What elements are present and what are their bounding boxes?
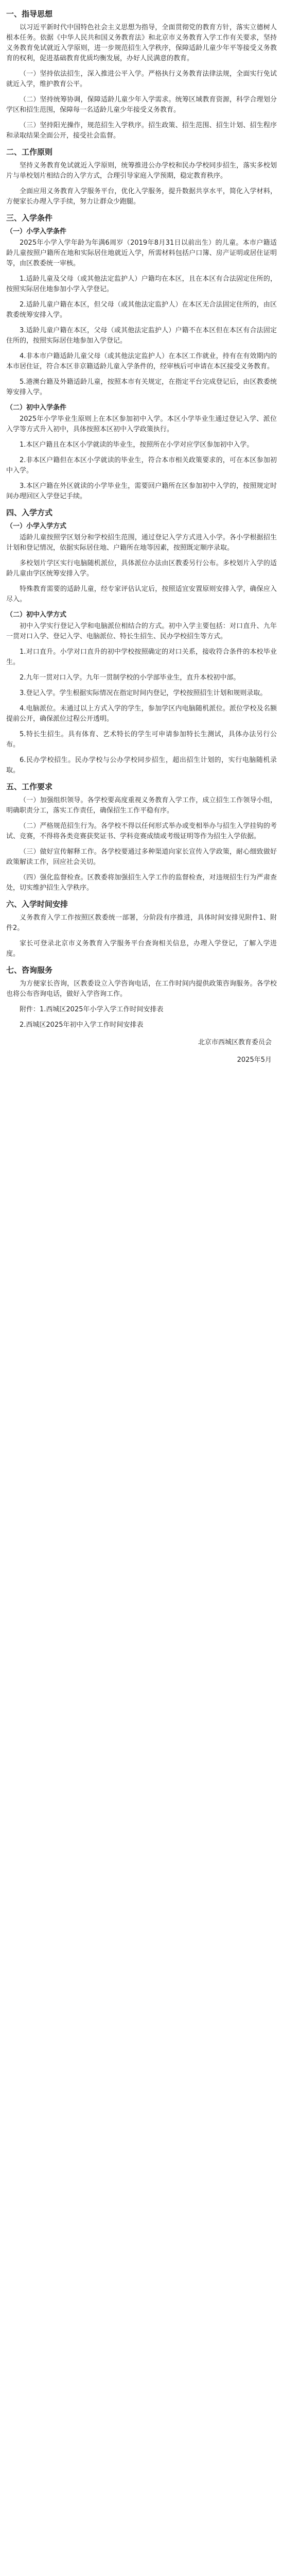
section-heading: 三、入学条件	[6, 213, 53, 223]
signature-date: 2025年5月	[237, 1056, 272, 1064]
section-heading: 四、入学方式	[6, 508, 53, 517]
paragraph: 附件：1.西城区2025年小学入学工作时间安排表	[20, 1006, 164, 1013]
paragraph: 义务教育入学工作按照区教委统一部署，分阶段有序推进，具体时间安排见附件1、附件2。	[6, 914, 277, 932]
section-heading: 二、工作原则	[6, 147, 53, 157]
paragraph: 为方便家长咨询，区教委设立入学咨询电话，在工作时间内提供政策咨询服务。各学校也将公布咨询电话，做好入学咨询工作。	[6, 980, 277, 998]
paragraph: 2.适龄儿童户籍在本区，但父母（或其他法定监护人）在本区无合法固定住所的，由区教委统筹安排入学。	[6, 301, 277, 319]
paragraph: 1.本区户籍且在本区小学就读的毕业生，按照所在小学对应学区参加初中入学。	[20, 441, 254, 449]
paragraph: 2025年小学毕业生原则上在本区参加初中入学。本区小学毕业生通过登记入学、派位入学等方式升入初中，具体按照本区初中入学政策执行。	[6, 415, 277, 433]
paragraph: （三）坚持阳光操作，规范招生入学秩序。招生政策、招生范围、招生计划、招生程序和录取结果全面公开，接受社会监督。	[6, 122, 277, 140]
paragraph: （一）坚持依法招生，深入推进公平入学。严格执行义务教育法律法规，全面实行免试就近入学，维护教育公平。	[6, 70, 277, 88]
paragraph: 4.非本市户籍适龄儿童父母（或其他法定监护人）在本区工作就业，持有在有效期内的本市居住证，符合本区非京籍适龄儿童入学条件的，经审核后可申请在本区接受义务教育。	[6, 352, 277, 370]
paragraph: 3.本区户籍在外区就读的小学毕业生，需要回户籍所在区参加初中入学的，按照规定时间办理回区入学登记手续。	[6, 482, 277, 500]
paragraph: 5.特长生招生。具有体育、艺术特长的学生可申请参加特长生测试，具体办法另行公布。	[6, 731, 277, 749]
paragraph: 2025年小学入学年龄为年满6周岁（2019年8月31日以前出生）的儿童。本市户籍适龄儿童按照户籍所在地和实际居住地就近入学，所需材料包括户口簿、房产证明或居住证明等，由区教委统一审核。	[6, 239, 277, 267]
paragraph: 3.登记入学。学生根据实际情况在指定时间内登记，学校按照招生计划和规则录取。	[20, 689, 267, 697]
paragraph: 6.民办学校招生。民办学校与公办学校同步招生，超出招生计划的，实行电脑随机录取。	[6, 756, 277, 774]
paragraph: 特殊教育需要的适龄儿童，经专家评估认定后，按照适宜安置原则安排入学，确保应入尽入。	[6, 585, 277, 603]
paragraph: 2.九年一贯对口入学。九年一贯制学校的小学部毕业生，直升本校初中部。	[20, 674, 240, 682]
section-heading: 一、指导思想	[6, 9, 53, 19]
paragraph: 2.西城区2025年初中入学工作时间安排表	[20, 1021, 144, 1029]
paragraph: （二）严格规范招生行为。各学校不得以任何形式举办或变相举办与招生入学挂钩的考试、竞赛，不得将各类竞赛获奖证书、学科竞赛成绩或考级证明等作为招生入学依据。	[6, 822, 277, 840]
paragraph: 适龄儿童按照学区划分和学校招生范围，通过登记入学方式进入小学。各小学根据招生计划和登记情况，依据实际居住地、户籍所在地等因素，按照既定顺序录取。	[6, 534, 277, 552]
paragraph: 2.非本区户籍但在本区小学就读的毕业生，符合本市相关政策要求的，可在本区参加初中入学。	[6, 456, 277, 474]
document-body	[6, 3, 277, 2576]
paragraph: 1.适龄儿童及父母（或其他法定监护人）户籍均在本区，且在本区有合法固定住所的，按照实际居住地参加小学入学登记。	[6, 275, 277, 293]
section-heading: （二）初中入学方式	[6, 611, 67, 619]
paragraph: （三）做好宣传解释工作。各学校要通过多种渠道向家长宣传入学政策，耐心细致做好政策解读工作，回应社会关切。	[6, 848, 277, 866]
paragraph: 5.港澳台籍及外籍适龄儿童，按照本市有关规定，在指定平台完成登记后，由区教委统筹安排入学。	[6, 378, 277, 396]
section-heading: （二）初中入学条件	[6, 404, 67, 412]
section-heading: 五、工作要求	[6, 782, 53, 791]
paragraph: 多校划片学区实行电脑随机派位，具体派位办法由区教委另行公布。多校划片入学的适龄儿童由学区统筹安排入学。	[6, 560, 277, 578]
paragraph: 1.对口直升。小学对口直升的初中学校按照确定的对口关系，接收符合条件的本校毕业生。	[6, 648, 277, 666]
paragraph: 家长可登录北京市义务教育入学服务平台查询相关信息，办理入学登记，了解入学进度。	[6, 940, 277, 958]
section-heading: （一）小学入学方式	[6, 522, 67, 530]
section-heading: （一）小学入学条件	[6, 228, 67, 235]
paragraph: 全面应用义务教育入学服务平台，优化入学服务，提升数据共享水平，简化入学材料，方便家长办理入学手续，努力让群众少跑腿。	[6, 188, 277, 206]
paragraph: 坚持义务教育免试就近入学原则，统筹推进公办学校和民办学校同步招生，落实多校划片与单校划片相结合的入学方式，合理引导家庭入学预期，稳定教育秩序。	[6, 162, 277, 180]
paragraph: （四）强化监督检查。区教委将加强招生入学工作的监督检查，对违规招生行为严肃查处，切实维护招生入学秩序。	[6, 874, 277, 892]
signature-org: 北京市西城区教育委员会	[198, 1039, 272, 1046]
paragraph: 3.适龄儿童户籍在本区，父母（或其他法定监护人）户籍不在本区但在本区有合法固定住所的，按照实际居住地参加入学登记。	[6, 327, 277, 345]
paragraph: 初中入学实行登记入学和电脑派位相结合的方式。初中入学主要包括：对口直升、九年一贯对口入学、登记入学、电脑派位、特长生招生、民办学校招生等方式。	[6, 622, 277, 640]
section-heading: 七、咨询服务	[6, 965, 53, 975]
section-heading: 六、入学时间安排	[6, 900, 68, 909]
paragraph: 以习近平新时代中国特色社会主义思想为指导，全面贯彻党的教育方针，落实立德树人根本任务。依据《中华人民共和国义务教育法》和北京市义务教育入学工作有关要求，坚持义务教育免试就近入学原则，进一步规范招生入学秩序，保障适龄儿童少年平等接受义务教育的权利，促进基础教育优质均衡发展，办好人民满意的教育。	[6, 24, 277, 62]
paragraph: （二）坚持统筹协调，保障适龄儿童少年入学需求。统筹区域教育资源，科学合理划分学区和招生范围，保障每一名适龄儿童少年接受义务教育。	[6, 96, 277, 114]
paragraph: 4.电脑派位。未通过以上方式入学的学生，参加学区内电脑随机派位。派位学校及名额提前公开，确保派位过程公开透明。	[6, 705, 277, 723]
paragraph: （一）加强组织领导。各学校要高度重视义务教育入学工作，成立招生工作领导小组，明确职责分工，落实工作责任，确保招生工作平稳有序。	[6, 796, 277, 815]
